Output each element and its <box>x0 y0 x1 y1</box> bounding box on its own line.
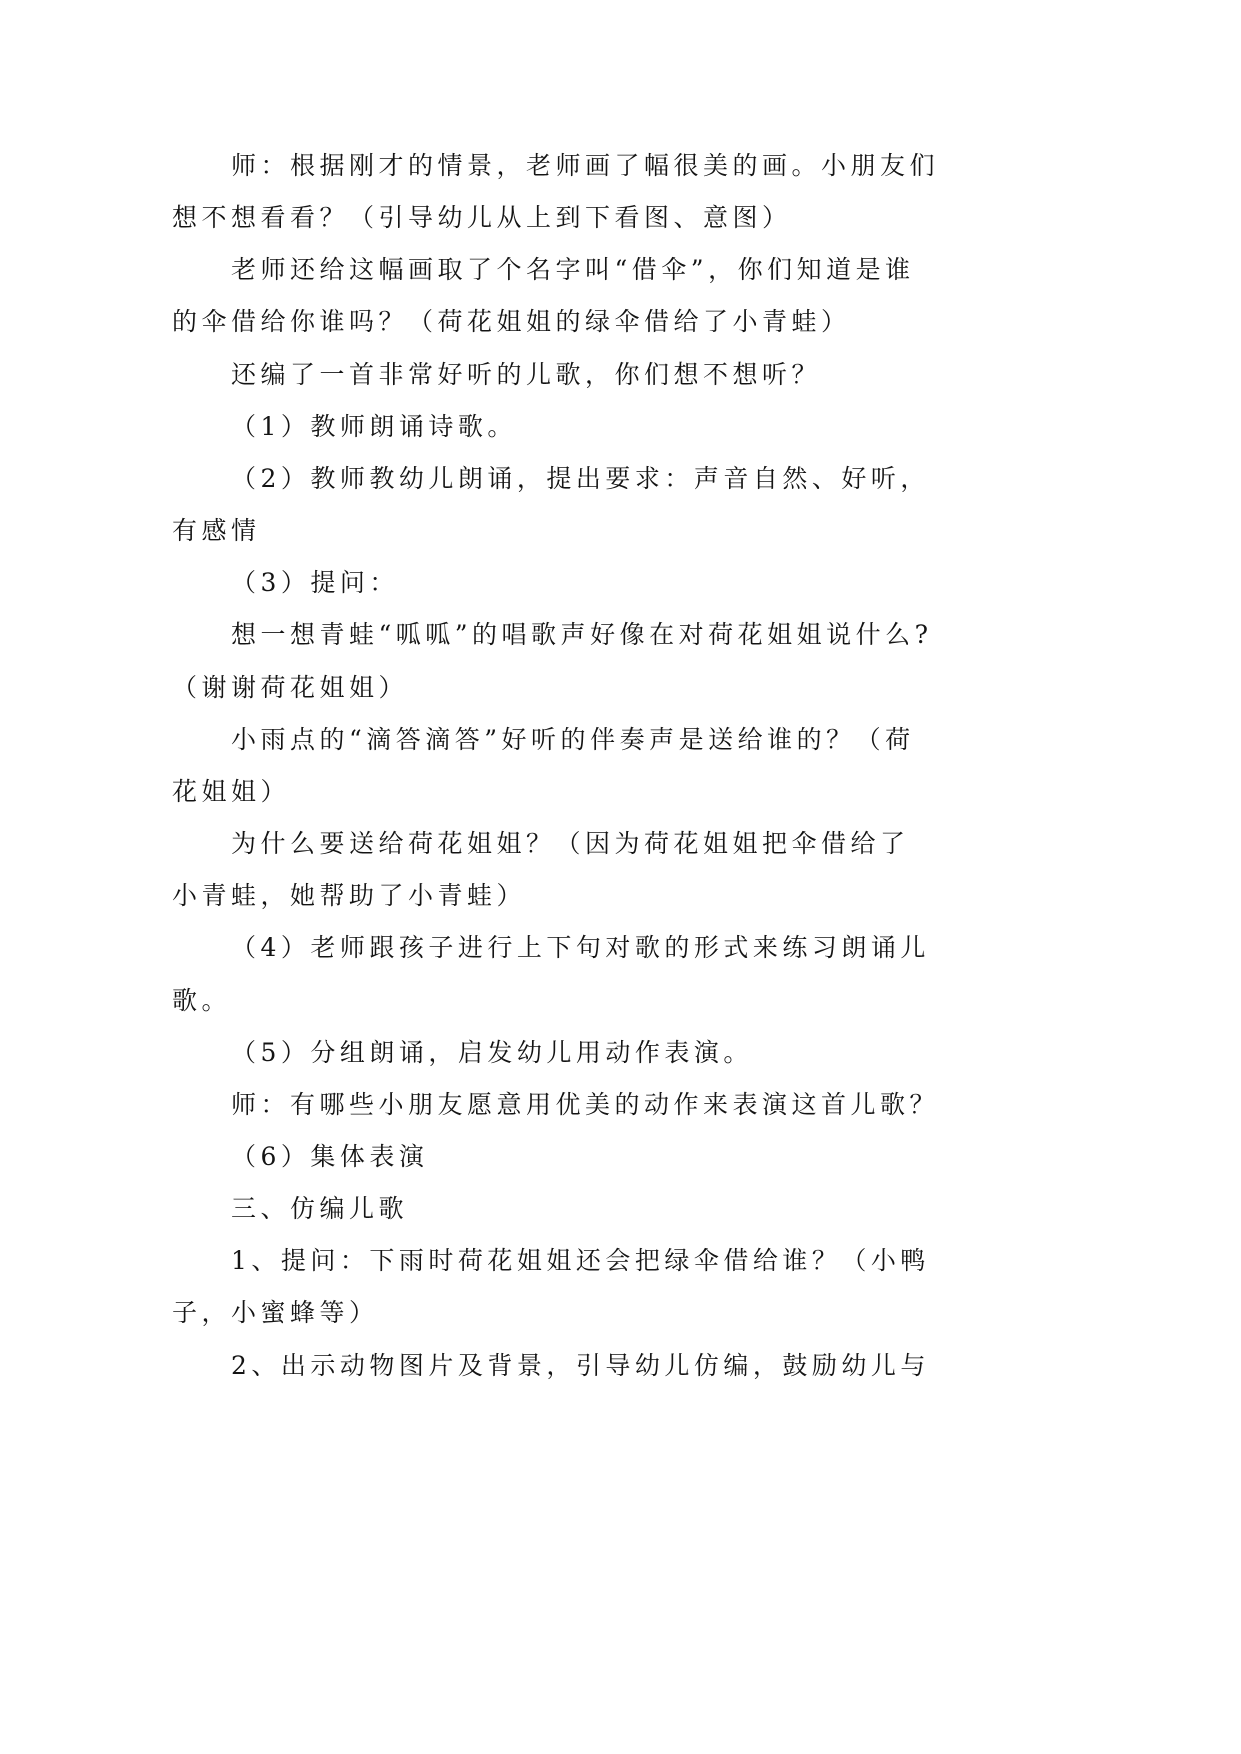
text-line: 子，小蜜蜂等） <box>172 1298 379 1328</box>
text-line: 的伞借给你谁吗？（荷花姐姐的绿伞借给了小青蛙） <box>172 307 851 337</box>
text-line: （6）集体表演 <box>231 1141 429 1171</box>
text-line: （2）教师教幼儿朗诵，提出要求：声音自然、好听， <box>231 463 930 493</box>
text-line: 2、出示动物图片及背景，引导幼儿仿编，鼓励幼儿与 <box>231 1350 930 1380</box>
text-line: 花姐姐） <box>172 776 291 806</box>
text-line: 歌。 <box>172 985 232 1015</box>
text-line: 1、提问：下雨时荷花姐姐还会把绿伞借给谁？（小鸭 <box>231 1246 930 1276</box>
text-line: （5）分组朗诵，启发幼儿用动作表演。 <box>231 1037 753 1067</box>
text-line: 为什么要送给荷花姐姐？（因为荷花姐姐把伞借给了 <box>231 829 910 859</box>
text-line: （1）教师朗诵诗歌。 <box>231 411 517 441</box>
text-line: 师：有哪些小朋友愿意用优美的动作来表演这首儿歌？ <box>231 1089 940 1119</box>
text-line: 有感情 <box>172 516 261 546</box>
text-line: （3）提问： <box>231 568 399 598</box>
text-line: 小雨点的“滴答滴答”好听的伴奏声是送给谁的？（荷 <box>231 724 915 754</box>
section-heading: 三、仿编儿歌 <box>231 1194 409 1224</box>
body-text <box>172 140 992 1392</box>
text-line: 想一想青蛙“呱呱”的唱歌声好像在对荷花姐姐说什么? <box>231 620 933 650</box>
text-line: （4）老师跟孩子进行上下句对歌的形式来练习朗诵儿 <box>231 933 930 963</box>
text-line: 还编了一首非常好听的儿歌，你们想不想听？ <box>231 359 822 389</box>
text-line: 小青蛙，她帮助了小青蛙） <box>172 881 527 911</box>
text-line: 师：根据刚才的情景，老师画了幅很美的画。小朋友们 <box>231 151 940 180</box>
text-line: 老师还给这幅画取了个名字叫“借伞”，你们知道是谁 <box>231 255 915 285</box>
text-line: （谢谢荷花姐姐） <box>172 672 409 702</box>
text-line: 想不想看看？（引导幼儿从上到下看图、意图） <box>172 203 792 233</box>
